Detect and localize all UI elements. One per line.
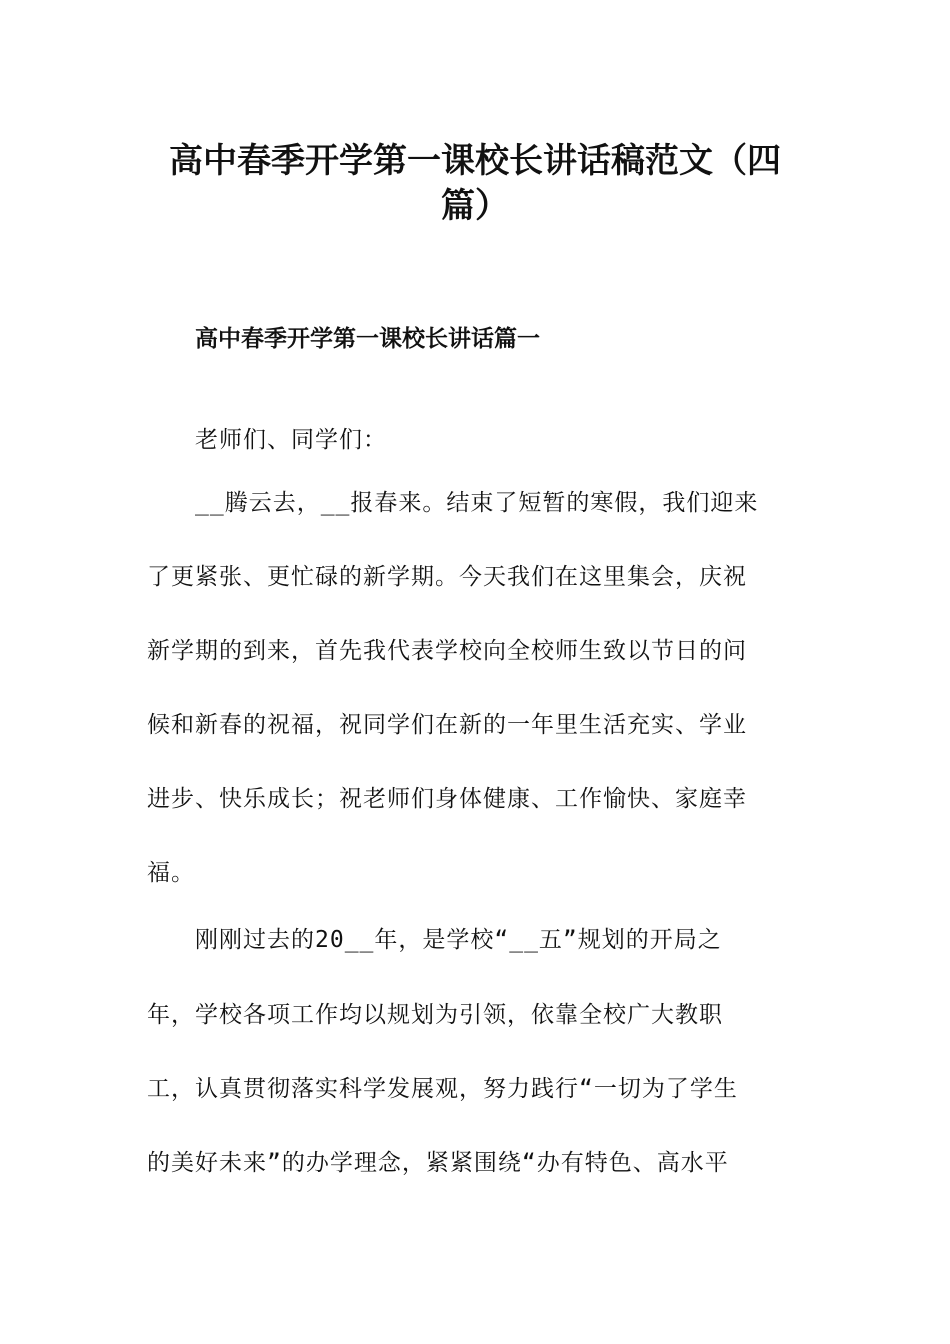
body-line: 的美好未来”的办学理念，紧紧围绕“办有特色、高水平 [147, 1150, 729, 1176]
body-line: 了更紧张、更忙碌的新学期。今天我们在这里集会，庆祝 [147, 564, 747, 590]
body-line: 新学期的到来，首先我代表学校向全校师生致以节日的问 [147, 638, 747, 664]
body-line: 福。 [147, 860, 195, 886]
body-line: 刚刚过去的20__年，是学校“__五”规划的开局之 [195, 927, 722, 953]
body-line: 候和新春的祝福，祝同学们在新的一年里生活充实、学业 [147, 712, 747, 738]
salutation-line: 老师们、同学们： [195, 427, 387, 453]
body-line: 年，学校各项工作均以规划为引领，依靠全校广大教职 [147, 1002, 723, 1028]
document-title-line-1: 高中春季开学第一课校长讲话稿范文（四 [169, 141, 781, 181]
body-line: __腾云去，__报春来。结束了短暂的寒假，我们迎来 [195, 490, 759, 516]
body-line: 工，认真贯彻落实科学发展观，努力践行“一切为了学生 [147, 1076, 738, 1102]
document-title-line-2: 篇） [441, 186, 509, 226]
section-heading: 高中春季开学第一课校长讲话篇一 [195, 325, 540, 352]
body-line: 进步、快乐成长；祝老师们身体健康、工作愉快、家庭幸 [147, 786, 747, 812]
